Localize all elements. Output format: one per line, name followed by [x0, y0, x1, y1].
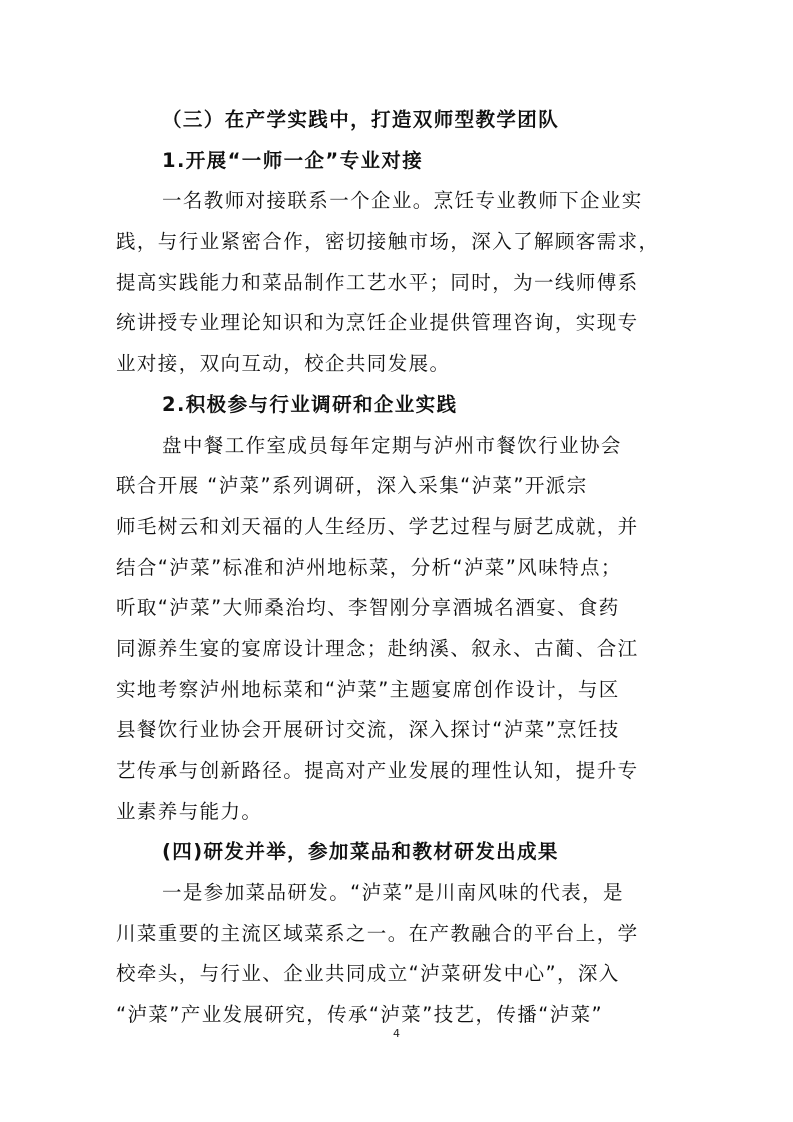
document-body	[116, 100, 676, 1036]
paragraph-line: 一名教师对接联系一个企业。烹饪专业教师下企业实	[162, 189, 643, 213]
paragraph-line: 同源养生宴的宴席设计理念；赴纳溪、叙永、古蔺、合江	[116, 636, 639, 660]
paragraph-line: 川菜重要的主流区域菜系之一。在产教融合的平台上，学	[116, 921, 639, 945]
paragraph-line: 校牵头，与行业、企业共同成立“泸菜研发中心”，深入	[116, 962, 620, 986]
paragraph-line: 盘中餐工作室成员每年定期与泸州市餐饮行业协会	[162, 433, 622, 457]
page-number: 4	[393, 1027, 400, 1040]
paragraph-line: 业素养与能力。	[116, 799, 263, 823]
paragraph-line: 结合“泸菜”标准和泸州地标菜，分析“泸菜”风味特点；	[116, 555, 622, 579]
paragraph-line: 听取“泸菜”大师桑治均、李智刚分享酒城名酒宴、食药	[116, 596, 620, 620]
paragraph-line: 县餐饮行业协会开展研讨交流，深入探讨“泸菜”烹饪技	[116, 718, 620, 742]
paragraph-line: “泸菜”产业发展研究，传承“泸菜”技艺，传播“泸菜”	[116, 1003, 604, 1027]
paragraph-line: 统讲授专业理论知识和为烹饪企业提供管理咨询，实现专	[116, 311, 639, 335]
paragraph-line: 实地考察泸州地标菜和“泸菜”主题宴席创作设计，与区	[116, 677, 620, 701]
paragraph-line: 联合开展 “泸菜”系列调研，深入采集“泸菜”开派宗	[116, 474, 588, 498]
paragraph-line: 艺传承与创新路径。提高对产业发展的理性认知，提升专	[116, 759, 639, 782]
section-heading-3: （三）在产学实践中，打造双师型教学团队	[162, 108, 560, 131]
subheading-1: 1.开展“一师一企”专业对接	[162, 148, 424, 172]
section-heading-4: (四)研发并举，参加菜品和教材研发出成果	[162, 840, 559, 864]
paragraph-line: 师毛树云和刘天福的人生经历、学艺过程与厨艺成就，并	[116, 514, 639, 538]
subheading-2: 2.积极参与行业调研和企业实践	[162, 392, 458, 416]
paragraph-line: 践，与行业紧密合作，密切接触市场，深入了解顾客需求，	[116, 230, 660, 254]
paragraph-line: 业对接，双向互动，校企共同发展。	[116, 352, 451, 376]
paragraph-line: 一是参加菜品研发。“泸菜”是川南风味的代表，是	[162, 881, 624, 905]
paragraph-line: 提高实践能力和菜品制作工艺水平；同时，为一线师傅系	[116, 270, 639, 294]
